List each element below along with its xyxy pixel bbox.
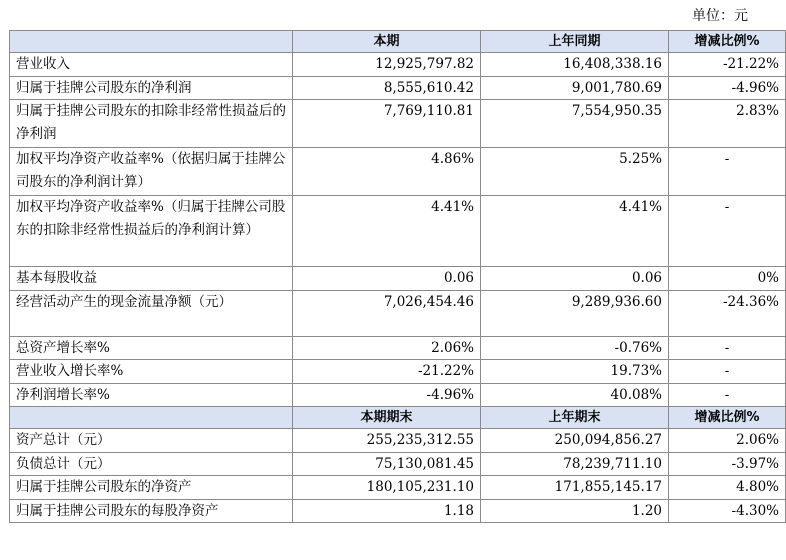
table-row — [10, 360, 786, 384]
value-current: 2.06% — [293, 336, 481, 360]
table-row — [10, 336, 786, 360]
header-prior-year: 上年同期 — [481, 31, 669, 53]
value-change: - — [669, 148, 786, 196]
financial-summary-table — [9, 30, 786, 523]
row-label: 资产总计（元） — [10, 429, 293, 453]
value-current: 1.18 — [293, 499, 481, 523]
value-current: 4.86% — [293, 148, 481, 196]
value-current: 7,026,454.46 — [293, 290, 481, 336]
header-blank-cell — [10, 407, 293, 429]
value-prior: 9,001,780.69 — [481, 76, 669, 100]
value-current: 255,235,312.55 — [293, 429, 481, 453]
value-prior: 19.73% — [481, 360, 669, 384]
value-prior: 9,289,936.60 — [481, 290, 669, 336]
value-change: -3.97% — [669, 452, 786, 476]
value-change: -21.22% — [669, 53, 786, 77]
value-change: 4.80% — [669, 476, 786, 500]
value-change: - — [669, 360, 786, 384]
table-row — [10, 267, 786, 291]
table-row — [10, 429, 786, 453]
row-label: 经营活动产生的现金流量净额（元） — [10, 290, 293, 336]
header-prior-year-end: 上年期末 — [481, 407, 669, 429]
value-current: -21.22% — [293, 360, 481, 384]
value-current: 8,555,610.42 — [293, 76, 481, 100]
value-change: 0% — [669, 267, 786, 291]
table-row — [10, 196, 786, 267]
row-label: 归属于挂牌公司股东的扣除非经常性损益后的净利润 — [10, 100, 293, 148]
table-row — [10, 452, 786, 476]
header-change-pct: 增减比例% — [669, 407, 786, 429]
table-row — [10, 499, 786, 523]
value-prior: 7,554,950.35 — [481, 100, 669, 148]
table-row — [10, 53, 786, 77]
header-period-end: 本期期末 — [293, 407, 481, 429]
row-label: 加权平均净资产收益率%（归属于挂牌公司股东的扣除非经常性损益后的净利润计算） — [10, 196, 293, 267]
row-label: 净利润增长率% — [10, 383, 293, 407]
value-current: 75,130,081.45 — [293, 452, 481, 476]
value-change: -4.96% — [669, 76, 786, 100]
row-label: 归属于挂牌公司股东的净资产 — [10, 476, 293, 500]
value-change: 2.06% — [669, 429, 786, 453]
value-change: -24.36% — [669, 290, 786, 336]
header-blank-cell — [10, 31, 293, 53]
value-prior: -0.76% — [481, 336, 669, 360]
value-prior: 0.06 — [481, 267, 669, 291]
value-change: -4.30% — [669, 499, 786, 523]
value-change: - — [669, 196, 786, 267]
value-prior: 78,239,711.10 — [481, 452, 669, 476]
value-change: 2.83% — [669, 100, 786, 148]
header-change-pct: 增减比例% — [669, 31, 786, 53]
row-label: 归属于挂牌公司股东的净利润 — [10, 76, 293, 100]
value-prior: 4.41% — [481, 196, 669, 267]
value-current: 7,769,110.81 — [293, 100, 481, 148]
unit-label: 单位：元 — [692, 8, 748, 24]
row-label: 营业收入 — [10, 53, 293, 77]
value-prior: 40.08% — [481, 383, 669, 407]
value-prior: 5.25% — [481, 148, 669, 196]
value-current: 0.06 — [293, 267, 481, 291]
value-current: -4.96% — [293, 383, 481, 407]
table-row — [10, 383, 786, 407]
row-label: 加权平均净资产收益率%（依据归属于挂牌公司股东的净利润计算） — [10, 148, 293, 196]
value-current: 180,105,231.10 — [293, 476, 481, 500]
row-label: 负债总计（元） — [10, 452, 293, 476]
table-row — [10, 476, 786, 500]
header-current-period: 本期 — [293, 31, 481, 53]
value-current: 12,925,797.82 — [293, 53, 481, 77]
row-label: 归属于挂牌公司股东的每股净资产 — [10, 499, 293, 523]
value-prior: 1.20 — [481, 499, 669, 523]
value-current: 4.41% — [293, 196, 481, 267]
table-row — [10, 290, 786, 336]
value-prior: 250,094,856.27 — [481, 429, 669, 453]
row-label: 总资产增长率% — [10, 336, 293, 360]
row-label: 基本每股收益 — [10, 267, 293, 291]
header-row-period-end — [10, 407, 786, 429]
table-row — [10, 76, 786, 100]
value-prior: 171,855,145.17 — [481, 476, 669, 500]
value-change: - — [669, 383, 786, 407]
table-row — [10, 100, 786, 148]
value-change: - — [669, 336, 786, 360]
table-row — [10, 148, 786, 196]
value-prior: 16,408,338.16 — [481, 53, 669, 77]
row-label: 营业收入增长率% — [10, 360, 293, 384]
header-row-current-period — [10, 31, 786, 53]
